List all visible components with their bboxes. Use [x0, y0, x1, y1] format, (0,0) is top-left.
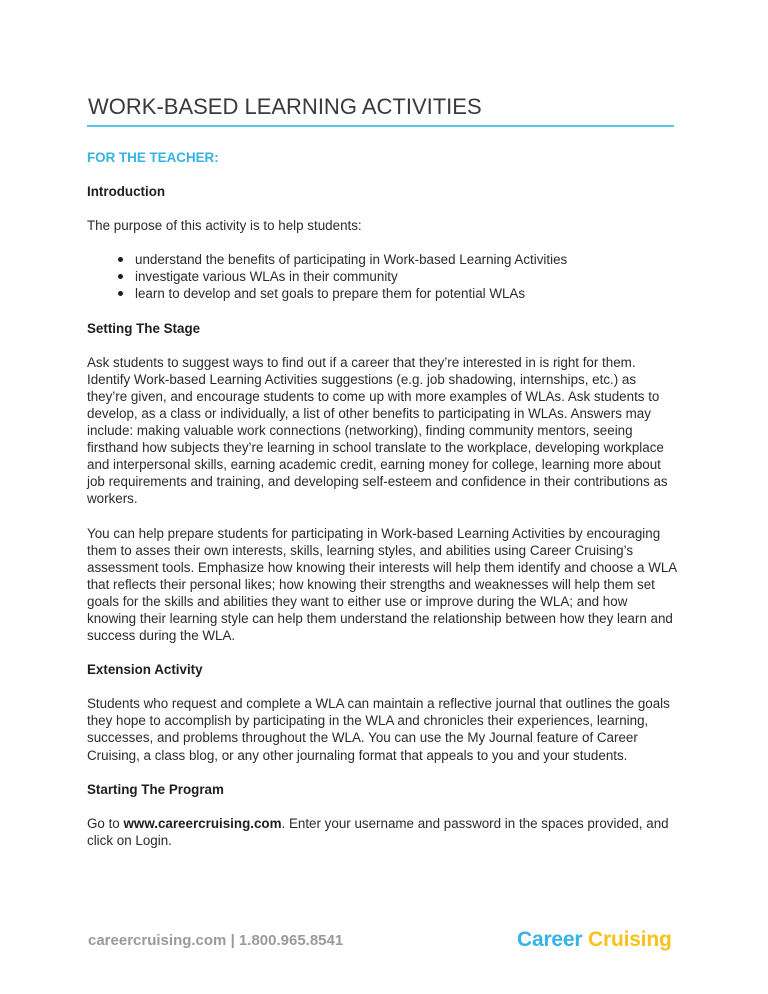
introduction-lead: The purpose of this activity is to help students:	[87, 218, 362, 234]
setting-the-stage-heading: Setting The Stage	[87, 320, 201, 336]
starting-the-program-paragraph	[87, 815, 677, 849]
list-item-text: learn to develop and set goals to prepare them for potential WLAs	[135, 286, 526, 302]
bullet-icon	[118, 291, 123, 296]
introduction-bullet-list	[87, 251, 677, 302]
instruction-text-after: . Enter your username and password in the spaces provided, and click on Login.	[87, 815, 669, 848]
list-item	[87, 268, 677, 285]
list-item	[87, 285, 677, 302]
logo-word-cruising: Cruising	[588, 928, 672, 951]
website-link[interactable]: www.careercruising.com	[123, 815, 282, 831]
bullet-icon	[118, 257, 123, 262]
extension-activity-paragraph: Students who request and complete a WLA can maintain a reflective journal that outlines the goals they hope to accomplish by participating in the WLA and chronicles their experiences, learning, successes, and problems throughout the WLA. You can use the My Journal feature of Career Cruising, a class blog, or any other journaling format that appeals to you and your students.	[87, 696, 670, 763]
audience-label: FOR THE TEACHER:	[87, 150, 219, 165]
list-item-text: understand the benefits of participating in Work-based Learning Activities	[135, 252, 568, 268]
list-item-text: investigate various WLAs in their community	[135, 269, 398, 285]
career-cruising-logo	[517, 928, 672, 952]
extension-activity-heading: Extension Activity	[87, 662, 203, 678]
setting-the-stage-paragraph-2: You can help prepare students for participating in Work-based Learning Activities by encouraging them to asses their own interests, skills, learning styles, and abilities using Career Cruising’s assessment tools. Emphasize how knowing their interests will help them identify and choose a WLA that reflects their personal likes; how knowing their strengths and weaknesses will help them set goals for the skills and abilities they want to either use or improve during the WLA; and how knowing their learning style can help them understand the relationship between how they learn and success during the WLA.	[87, 525, 677, 644]
logo-word-career: Career	[517, 928, 583, 951]
instruction-text-before: Go to	[87, 815, 124, 831]
title-divider	[87, 125, 674, 127]
setting-the-stage-paragraph-1: Ask students to suggest ways to find out if a career that they’re interested in is right for them. Identify Work-based Learning Activities suggestions (e.g. job shadowing, internships, etc.) as they’re given, and encourage students to come up with more examples of WLAs. Ask students to develop, as a class or individually, a list of other benefits to participating in WLAs. Answers may include: making valuable work connections (networking), finding community mentors, seeing firsthand how subjects they’re learning in school translate to the workplace, developing workplace and interpersonal skills, earning academic credit, earning money for college, learning more about job requirements and training, and developing self-esteem and confidence in their contributions as workers.	[87, 354, 668, 507]
introduction-heading: Introduction	[87, 184, 166, 200]
document-body	[87, 149, 677, 866]
document-title: WORK-BASED LEARNING ACTIVITIES	[88, 94, 482, 119]
bullet-icon	[118, 274, 123, 279]
starting-the-program-heading: Starting The Program	[87, 781, 224, 797]
list-item	[87, 251, 677, 268]
footer-contact-info: careercruising.com | 1.800.965.8541	[88, 932, 344, 949]
